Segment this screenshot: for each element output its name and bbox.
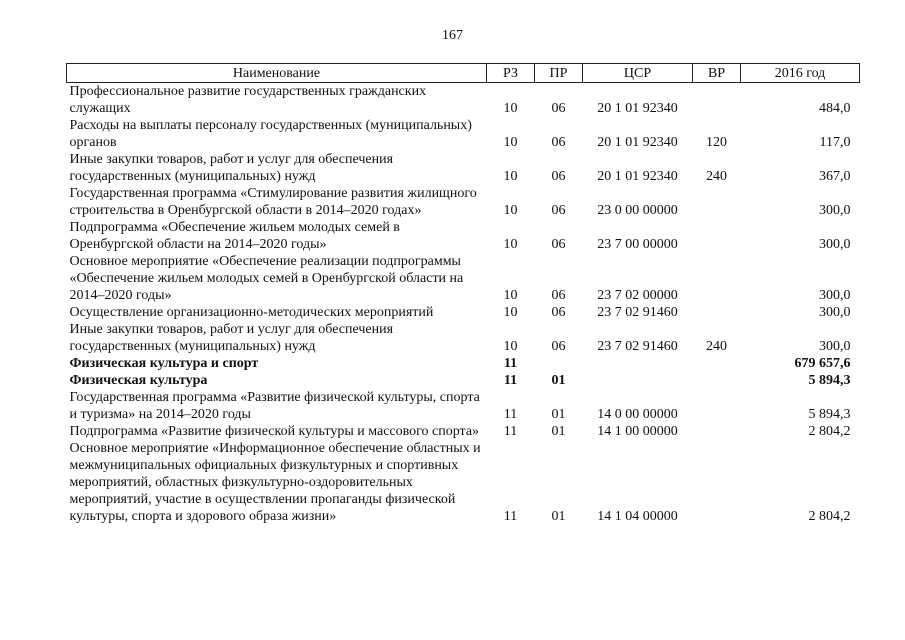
- header-rz: РЗ: [487, 64, 535, 83]
- row-rz: 10: [503, 339, 518, 354]
- table-row: [67, 83, 860, 118]
- row-pr: 06: [551, 101, 566, 116]
- row-csr: 14 0 00 00000: [597, 407, 678, 422]
- row-vr: 240: [706, 169, 727, 184]
- row-sum: 300,0: [819, 288, 851, 303]
- row-pr: 06: [551, 237, 566, 252]
- row-name: Основное мероприятие «Информационное обеспечение областных и межмуниципальных официальных физкультурных и спортивных мероприятий, областных физкультурно-оздоровительных мероприятий, участие в осуществлении пропаганды физической культуры, спорта и здорового образа жизни»: [69, 441, 481, 524]
- row-csr: 20 1 01 92340: [597, 169, 678, 184]
- row-name: Подпрограмма «Обеспечение жильем молодых семей в Оренбургской области на 2014–2020 годы»: [69, 220, 400, 252]
- row-rz: 11: [503, 407, 518, 422]
- row-pr: 06: [551, 288, 566, 303]
- row-sum: 300,0: [819, 339, 851, 354]
- row-rz: 11: [503, 373, 518, 388]
- header-pr: ПР: [535, 64, 583, 83]
- table-row: [67, 151, 860, 185]
- row-pr: 01: [551, 373, 566, 388]
- header-vr: ВР: [693, 64, 741, 83]
- row-vr: [693, 389, 741, 423]
- row-rz: 10: [503, 305, 518, 320]
- row-vr: [693, 304, 741, 321]
- row-name: Государственная программа «Стимулирование развития жилищного строительства в Оренбургской области в 2014–2020 годах»: [69, 186, 477, 218]
- row-csr: 23 0 00 00000: [597, 203, 678, 218]
- row-vr: [693, 185, 741, 219]
- row-vr: [693, 372, 741, 389]
- row-csr: 20 1 01 92340: [597, 101, 678, 116]
- header-row: [67, 64, 860, 83]
- row-pr: 01: [551, 407, 566, 422]
- row-sum: 2 804,2: [808, 424, 851, 439]
- row-csr: 14 1 00 00000: [597, 424, 678, 439]
- row-vr: [693, 253, 741, 304]
- row-rz: 11: [503, 509, 518, 524]
- row-pr: 06: [551, 169, 566, 184]
- budget-table: [66, 63, 860, 525]
- row-sum: 484,0: [819, 101, 851, 116]
- row-pr: 06: [551, 203, 566, 218]
- table-header: [67, 64, 860, 83]
- header-year: 2016 год: [741, 64, 860, 83]
- row-sum: 679 657,6: [794, 356, 851, 371]
- row-rz: 11: [503, 424, 518, 439]
- row-pr: [535, 355, 583, 372]
- row-csr: 23 7 00 00000: [597, 237, 678, 252]
- table-row: [67, 117, 860, 151]
- table-row: [67, 253, 860, 304]
- row-csr: [583, 355, 693, 372]
- row-sum: 5 894,3: [808, 373, 851, 388]
- row-vr: 120: [706, 135, 727, 150]
- row-name: Физическая культура и спорт: [69, 356, 259, 371]
- table-row: [67, 372, 860, 389]
- row-csr: 20 1 01 92340: [597, 135, 678, 150]
- table-row: [67, 304, 860, 321]
- row-csr: 23 7 02 00000: [597, 288, 678, 303]
- row-name: Основное мероприятие «Обеспечение реализации подпрограммы «Обеспечение жильем молодых семей в Оренбургской области на 2014–2020 годы»: [69, 254, 464, 303]
- row-csr: [583, 372, 693, 389]
- row-name: Подпрограмма «Развитие физической культуры и массового спорта»: [69, 424, 480, 439]
- row-csr: 14 1 04 00000: [597, 509, 678, 524]
- row-rz: 10: [503, 135, 518, 150]
- row-csr: 23 7 02 91460: [597, 339, 678, 354]
- table-row: [67, 355, 860, 372]
- row-vr: [693, 423, 741, 440]
- row-rz: 10: [503, 237, 518, 252]
- row-pr: 01: [551, 424, 566, 439]
- table-row: [67, 423, 860, 440]
- row-name: Расходы на выплаты персоналу государственных (муниципальных) органов: [69, 118, 472, 150]
- row-name: Иные закупки товаров, работ и услуг для обеспечения государственных (муниципальных) нужд: [69, 152, 394, 184]
- row-name: Профессиональное развитие государственных гражданских служащих: [69, 84, 427, 116]
- row-rz: 10: [503, 101, 518, 116]
- row-sum: 300,0: [819, 203, 851, 218]
- row-name: Государственная программа «Развитие физической культуры, спорта и туризма» на 2014–2020 годы: [69, 390, 480, 422]
- row-vr: [693, 440, 741, 525]
- header-name: Наименование: [67, 64, 487, 83]
- row-rz: 10: [503, 288, 518, 303]
- row-vr: [693, 83, 741, 118]
- row-vr: 240: [706, 339, 727, 354]
- table-row: [67, 219, 860, 253]
- row-vr: [693, 355, 741, 372]
- row-pr: 06: [551, 339, 566, 354]
- row-name: Иные закупки товаров, работ и услуг для обеспечения государственных (муниципальных) нужд: [69, 322, 394, 354]
- table-row: [67, 389, 860, 423]
- row-csr: 23 7 02 91460: [597, 305, 678, 320]
- header-csr: ЦСР: [583, 64, 693, 83]
- row-name: Физическая культура: [69, 373, 208, 388]
- row-sum: 300,0: [819, 237, 851, 252]
- row-rz: 11: [503, 356, 518, 371]
- row-vr: [693, 219, 741, 253]
- row-rz: 10: [503, 169, 518, 184]
- row-pr: 01: [551, 509, 566, 524]
- row-sum: 2 804,2: [808, 509, 851, 524]
- row-sum: 117,0: [819, 135, 851, 150]
- table-row: [67, 185, 860, 219]
- table-row: [67, 321, 860, 355]
- page-number: 167: [442, 28, 463, 43]
- row-name: Осуществление организационно-методических мероприятий: [69, 305, 434, 320]
- table-body: [67, 83, 860, 526]
- row-rz: 10: [503, 203, 518, 218]
- table-row: [67, 440, 860, 525]
- row-sum: 5 894,3: [808, 407, 851, 422]
- row-sum: 300,0: [819, 305, 851, 320]
- row-pr: 06: [551, 135, 566, 150]
- row-pr: 06: [551, 305, 566, 320]
- row-sum: 367,0: [819, 169, 851, 184]
